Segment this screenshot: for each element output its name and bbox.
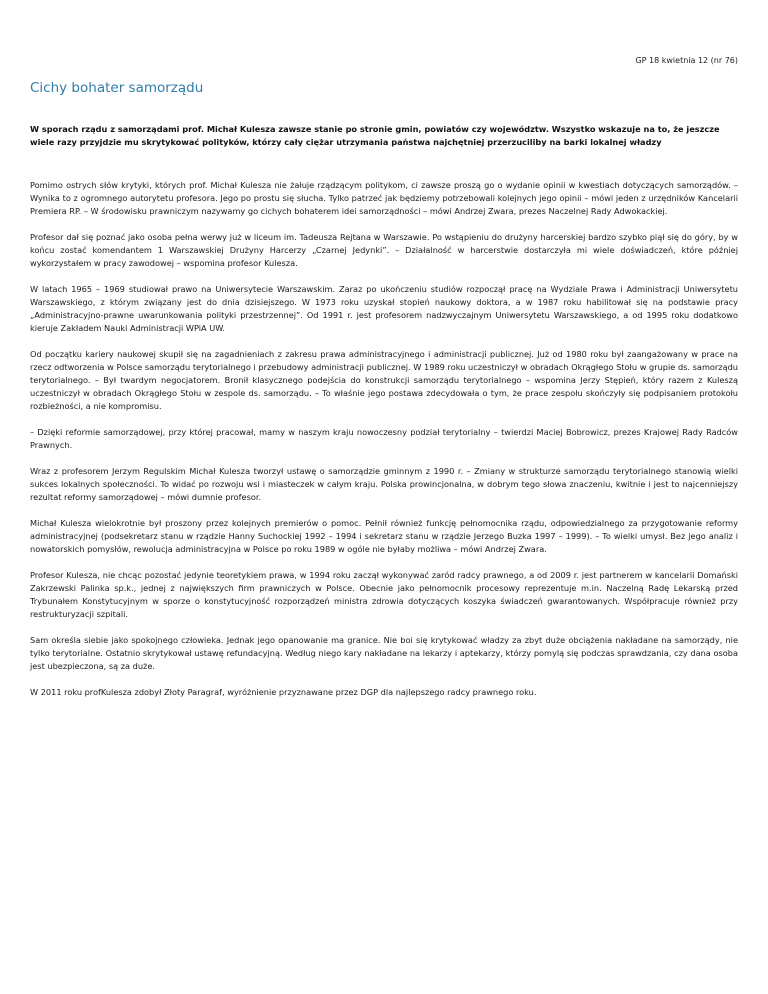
article-body xyxy=(30,179,738,712)
article-lead: W sporach rządu z samorządami prof. Michał Kulesza zawsze stanie po stronie gmin, powiatów czy województw. Wszystko wskazuje na to, że jeszcze wiele razy przyjdzie mu skrytykować polityków, którzy cały ciężar utrzymania państwa najchętniej przerzuciliby na barki lokalnej władzy xyxy=(30,124,720,147)
paragraph: W 2011 roku profKulesza zdobył Złoty Paragraf, wyróżnienie przyznawane przez DGP dla najlepszego radcy prawnego roku. xyxy=(30,687,537,697)
paragraph: Sam określa siebie jako spokojnego człowieka. Jednak jego opanowanie ma granice. Nie boi się krytykować władzy za zbyt duże obciążenia nakładane na samorządy, nie tylko terytorialne. Ostatnio skrytykował ustawę refundacyjną. Według niego kary nakładane na lekarzy i aptekarzy, którzy pomylą się podczas sprawdzania, czy dana osoba jest ubezpieczona, są za duże. xyxy=(30,635,738,671)
paragraph: – Dzięki reformie samorządowej, przy której pracował, mamy w naszym kraju nowoczesny podział terytorialny – twierdzi Maciej Bobrowicz, prezes Krajowej Rady Radców Prawnych. xyxy=(30,427,738,450)
issue-line: GP 18 kwietnia 12 (nr 76) xyxy=(635,56,738,65)
paragraph: W latach 1965 – 1969 studiował prawo na Uniwersytecie Warszawskim. Zaraz po ukończeniu studiów rozpoczął pracę na Wydziale Prawa i Administracji Uniwersytetu Warszawskiego, z którym związany jest do dnia dzisiejszego. W 1973 roku uzyskał stopień naukowy doktora, a w 1987 roku habilitował się na podstawie pracy „Administracyjno-prawne uwarunkowania polityki przestrzennej”. Od 1991 r. jest profesorem nadzwyczajnym Uniwersytetu Warszawskiego, a od 1995 roku dodatkowo kieruje Zakładem Nauki Administracji WPiA UW. xyxy=(30,284,738,333)
article-title: Cichy bohater samorządu xyxy=(30,80,204,96)
paragraph: Wraz z profesorem Jerzym Regulskim Michał Kulesza tworzył ustawę o samorządzie gminnym z 1990 r. – Zmiany w strukturze samorządu terytorialnego stanowią wielki sukces lokalnych społeczności. To widać po rozwoju wsi i miasteczek w całym kraju. Polska prowincjonalna, w dobrym tego słowa znaczeniu, kwitnie i jest to najcenniejszy rezultat reformy samorządowej – mówi dumnie profesor. xyxy=(30,466,738,502)
paragraph: Michał Kulesza wielokrotnie był proszony przez kolejnych premierów o pomoc. Pełnił również funkcję pełnomocnika rządu, odpowiedzialnego za przygotowanie reformy administracyjnej (podsekretarz stanu w rządzie Hanny Suchockiej 1992 – 1994 i sekretarz stanu w rządzie Jerzego Buzka 1997 – 1999). – To wielki umysł. Bez jego analiz i nowatorskich pomysłów, rewolucja administracyjna w Polsce po roku 1989 w ogóle nie byłaby możliwa – mówi Andrzej Zwara. xyxy=(30,518,738,554)
paragraph: Profesor Kulesza, nie chcąc pozostać jedynie teoretykiem prawa, w 1994 roku zaczął wykonywać zaród radcy prawnego, a od 2009 r. jest partnerem w kancelarii Domański Zakrzewski Palinka sp.k., jednej z największych firm prawniczych w Polsce. Obecnie jako pełnomocnik procesowy reprezentuje m.in. Naczelną Radę Lekarską przed Trybunałem Konstytucyjnym w sporze o konstytucyjność rozporządzeń ministra zdrowia dotyczących koszyka świadczeń gwarantowanych. Współpracuje również przy restrukturyzacji szpitali. xyxy=(30,570,738,619)
paragraph: Pomimo ostrych słów krytyki, których prof. Michał Kulesza nie żałuje rządzącym politykom, ci zawsze proszą go o wydanie opinii w kwestiach dotyczących samorządów. – Wynika to z ogromnego autorytetu profesora. Jego po prostu się słucha. Tylko patrzeć jak będziemy potrzebowali kolejnych jego opinii – mówi jeden z urzędników Kancelarii Premiera RP. – W środowisku prawniczym nazywamy go cichych bohaterem idei samorządności – mówi Andrzej Zwara, prezes Naczelnej Rady Adwokackiej. xyxy=(30,180,738,216)
paragraph: Profesor dał się poznać jako osoba pełna werwy już w liceum im. Tadeusza Rejtana w Warszawie. Po wstąpieniu do drużyny harcerskiej bardzo szybko piął się do góry, by w końcu zostać komendantem 1 Warszawskiej Drużyny Harcerzy „Czarnej Jedynki”. – Działalność w harcerstwie dostarczyła mi wiele doświadczeń, które później wykorzystałem w pracy zawodowej – wspomina profesor Kulesza. xyxy=(30,232,738,268)
paragraph: Od początku kariery naukowej skupił się na zagadnieniach z zakresu prawa administracyjnego i administracji publicznej. Już od 1980 roku był zaangażowany w prace na rzecz odtworzenia w Polsce samorządu terytorialnego i przebudowy administracji publicznej. W 1989 roku uczestniczył w obradach Okrągłego Stołu w grupie ds. samorządu terytorialnego. – Był twardym negocjatorem. Bronił klasycznego podejścia do konstrukcji samorządu terytorialnego – wspomina Jerzy Stępień, który razem z Kuleszą uczestniczył w obradach Okrągłego Stołu w zespole ds. samorządu. – To właśnie jego postawa zdecydowała o tym, że prace zespołu skończyły się podpisaniem protokołu rozbieżności, a nie kompromisu. xyxy=(30,349,738,411)
